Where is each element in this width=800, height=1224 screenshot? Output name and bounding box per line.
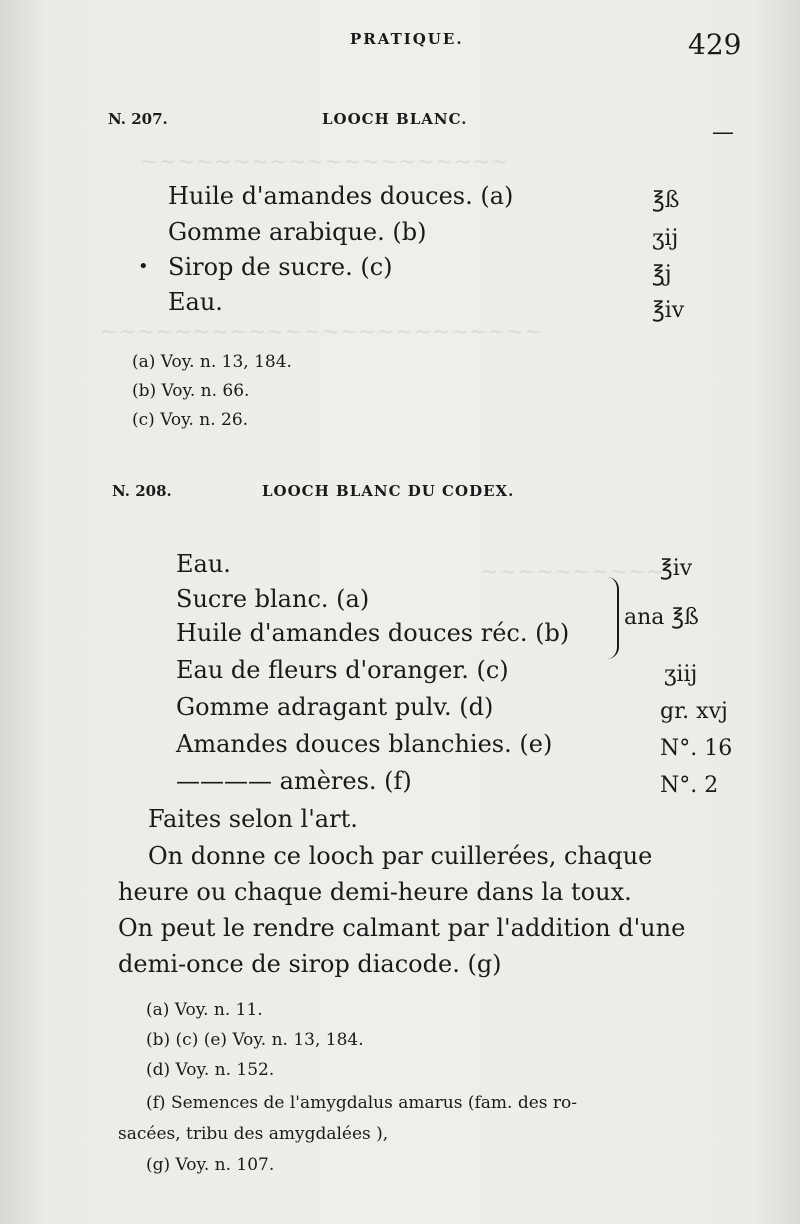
ingredient-quantity: ℥ß xyxy=(652,188,680,213)
paragraph-line: On donne ce looch par cuillerées, chaque xyxy=(148,842,653,870)
ingredient-quantity: ℥iv xyxy=(660,556,693,581)
paragraph-line: heure ou chaque demi-heure dans la toux. xyxy=(118,878,632,906)
ingredient-name: Huile d'amandes douces réc. (b) xyxy=(176,619,570,647)
page-number: 429 xyxy=(688,28,742,61)
ingredient-quantity: N°. 2 xyxy=(660,773,719,798)
footnote: (c) Voy. n. 26. xyxy=(132,410,249,430)
ingredient-name: Amandes douces blanchies. (e) xyxy=(176,730,553,758)
ingredient-name: Gomme arabique. (b) xyxy=(168,218,427,246)
bleed-through-text: ~~~~~~~~~~ xyxy=(480,560,665,585)
footnote: (b) (c) (e) Voy. n. 13, 184. xyxy=(146,1030,364,1050)
footnote: sacées, tribu des amygdalées ), xyxy=(118,1124,389,1144)
margin-dash: — xyxy=(712,120,734,145)
footnote: (b) Voy. n. 66. xyxy=(132,381,250,401)
ingredient-quantity: gr. xvj xyxy=(660,699,728,724)
paragraph-line: On peut le rendre calmant par l'addition d'une xyxy=(118,914,686,942)
paragraph-line: demi-once de sirop diacode. (g) xyxy=(118,950,502,978)
ingredient-name: Gomme adragant pulv. (d) xyxy=(176,693,494,721)
ingredient-name: ———— amères. (f) xyxy=(176,767,412,795)
bullet-mark: • xyxy=(138,256,149,277)
ingredient-quantity: N°. 16 xyxy=(660,736,733,761)
ingredient-name: Sirop de sucre. (c) xyxy=(168,253,393,281)
ingredient-name: Huile d'amandes douces. (a) xyxy=(168,182,514,210)
ingredient-name: Eau. xyxy=(176,550,231,578)
bleed-through-text: ~~~~~~~~~~~~~~~~~~~~ xyxy=(140,150,509,175)
footnote: (g) Voy. n. 107. xyxy=(146,1155,275,1175)
ingredient-quantity: ana ℥ß xyxy=(624,605,699,630)
footnote: (a) Voy. n. 11. xyxy=(146,1000,263,1020)
entry-title: LOOCH BLANC. xyxy=(322,110,468,128)
bleed-through-text: ~~~~~~~~~~~~~~~~~~~~~~~~ xyxy=(100,320,543,345)
footnote: (a) Voy. n. 13, 184. xyxy=(132,352,292,372)
ingredient-quantity: ℥iv xyxy=(652,298,685,323)
footnote: (d) Voy. n. 152. xyxy=(146,1060,275,1080)
instruction: Faites selon l'art. xyxy=(148,805,358,833)
ingredient-quantity: ℥j xyxy=(652,262,672,287)
running-header: PRATIQUE. xyxy=(350,30,464,48)
ingredient-name: Sucre blanc. (a) xyxy=(176,585,370,613)
ingredient-name: Eau. xyxy=(168,288,223,316)
entry-number: N. 207. xyxy=(108,110,168,128)
entry-number: N. 208. xyxy=(112,482,172,500)
ingredient-quantity: ʒiij xyxy=(664,662,698,687)
grouping-brace xyxy=(607,577,619,659)
footnote: (f) Semences de l'amygdalus amarus (fam. des ro- xyxy=(146,1093,577,1113)
entry-title: LOOCH BLANC DU CODEX. xyxy=(262,482,515,500)
ingredient-quantity: ʒij xyxy=(652,226,679,251)
ingredient-name: Eau de fleurs d'oranger. (c) xyxy=(176,656,509,684)
